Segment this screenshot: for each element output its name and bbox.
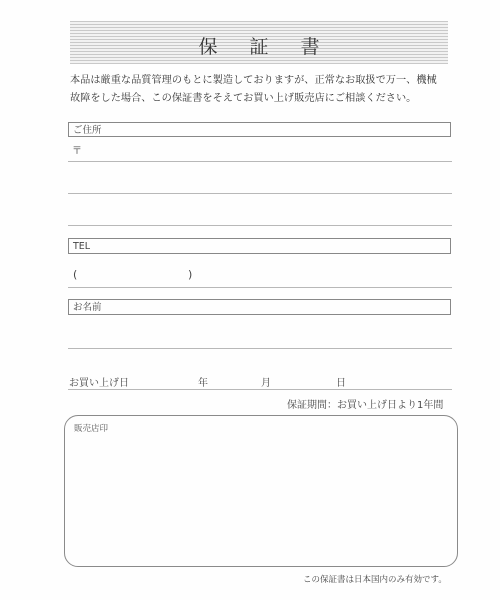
intro-line-1: 本品は厳重な品質管理のもとに製造しておりますが、正常なお取扱で万一、機械 — [70, 75, 437, 86]
address-label-box — [68, 122, 451, 137]
purchase-date-line[interactable] — [68, 389, 452, 390]
address-label: ご住所 — [73, 125, 102, 136]
title-banner — [70, 21, 448, 64]
tel-label-box — [68, 238, 451, 254]
name-label: お名前 — [73, 302, 102, 313]
purchase-month-label: 月 — [261, 378, 271, 389]
tel-open-paren: ( — [73, 268, 78, 281]
name-label-box — [68, 299, 451, 315]
tel-line[interactable] — [68, 287, 452, 288]
address-line-1[interactable] — [68, 161, 452, 162]
warranty-period: 保証期間：お買い上げ日より1年間 — [287, 400, 444, 411]
name-line[interactable] — [68, 348, 452, 349]
store-stamp-label: 販売店印 — [74, 424, 109, 434]
address-line-3[interactable] — [68, 225, 452, 226]
page-title: 保 証 書 — [198, 36, 333, 58]
footer-note: この保証書は日本国内のみ有効です。 — [303, 575, 447, 585]
purchase-year-label: 年 — [198, 378, 208, 389]
tel-label: TEL — [73, 241, 91, 252]
store-stamp-box[interactable] — [64, 415, 458, 567]
purchase-date-label: お買い上げ日 — [69, 378, 129, 389]
postal-mark: 〒 — [72, 146, 82, 157]
purchase-day-label: 日 — [336, 378, 346, 389]
intro-line-2: 故障をした場合、この保証書をそえてお買い上げ販売店にご相談ください。 — [70, 93, 417, 104]
address-line-2[interactable] — [68, 193, 452, 194]
tel-close-paren: ) — [188, 268, 193, 281]
intro-text — [70, 72, 460, 108]
